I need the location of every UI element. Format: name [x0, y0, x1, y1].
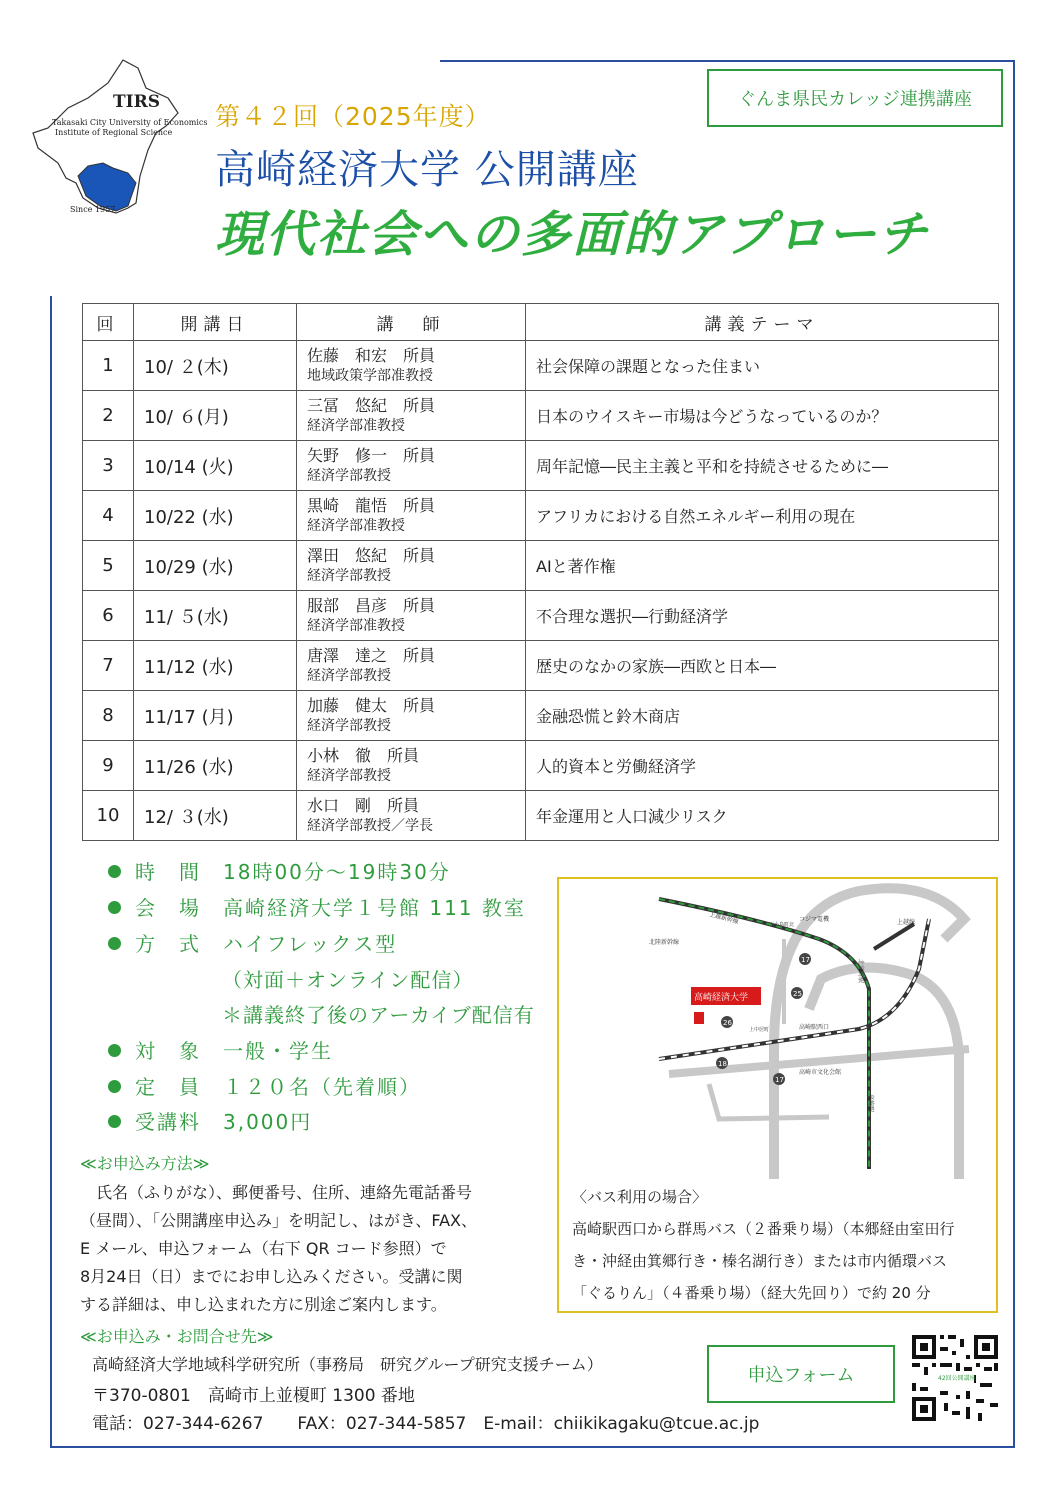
map-route-17a: 17 [801, 956, 810, 964]
row-lecturer [297, 641, 526, 691]
lecture-schedule-table [82, 303, 999, 841]
header-theme: 講義テーマ [526, 304, 999, 341]
row-lecturer [297, 341, 526, 391]
frame-left-line [50, 296, 52, 1448]
bullet-icon [108, 865, 121, 878]
logo-institute-name: Institute of Regional Science [55, 128, 173, 137]
contact-phone-fax-email: 電話：027-344-6267 FAX：027-344-5857 E-mail：chiikikagaku@tcue.ac.jp [92, 1414, 760, 1434]
map-label-hachiman: 上中居町 [749, 1027, 770, 1033]
bus-heading: 〈バス利用の場合〉 [572, 1188, 708, 1206]
info-format-sub2: ＊講義終了後のアーカイブ配信有 [222, 1003, 535, 1027]
row-date: 10/22 (水) [134, 491, 297, 541]
logo-since: Since 1957 [70, 205, 116, 214]
lecturer-name: 小林 徹 所員 [307, 745, 420, 765]
row-date: 10/ ６(月) [134, 391, 297, 441]
lecturer-position: 経済学部教授 [307, 767, 391, 784]
row-theme: 金融恐慌と鈴木商店 [526, 691, 999, 741]
table-row [83, 491, 999, 541]
row-number: 7 [83, 641, 134, 691]
row-number: 5 [83, 541, 134, 591]
college-badge: ぐんま県民カレッジ連携講座 [707, 69, 1003, 127]
bus-line-1: 高崎駅西口から群馬バス（２番乗り場）（本郷経由室田行 [572, 1220, 955, 1238]
qr-code-icon[interactable] [910, 1333, 1000, 1423]
apply-method-line-1: 氏名（ふりがな）、郵便番号、住所、連絡先電話番号 [80, 1183, 473, 1202]
frame-right-line [1013, 60, 1015, 1448]
bullet-icon [108, 937, 121, 950]
table-row [83, 791, 999, 841]
row-date: 11/26 (水) [134, 741, 297, 791]
row-theme: 年金運用と人口減少リスク [526, 791, 999, 841]
info-venue: 会 場 高崎経済大学１号館 111 教室 [108, 892, 526, 921]
lecturer-name: 水口 剛 所員 [307, 795, 420, 815]
lecturer-position: 経済学部教授 [307, 717, 391, 734]
row-date: 10/29 (水) [134, 541, 297, 591]
bullet-icon [108, 1115, 121, 1128]
apply-method-heading: ≪お申込み方法≫ [80, 1154, 210, 1173]
lecturer-name: 三冨 悠紀 所員 [307, 395, 436, 415]
info-format: 方 式 ハイフレックス型 [108, 928, 397, 957]
lecturer-name: 佐藤 和宏 所員 [307, 345, 436, 365]
bus-line-3: 「ぐるりん」（４番乗り場）（経大先回り）で約 20 分 [572, 1284, 931, 1302]
table-row [83, 741, 999, 791]
row-lecturer [297, 441, 526, 491]
map-label-shinkansen: 上越新幹線 [708, 911, 740, 926]
row-theme: 社会保障の課題となった住まい [526, 341, 999, 391]
table-row [83, 391, 999, 441]
row-lecturer [297, 541, 526, 591]
contact-organization: 高崎経済大学地域科学研究所（事務局 研究グループ研究支援チーム） [92, 1355, 603, 1374]
row-theme: 日本のウイスキー市場は今どうなっているのか？ [526, 391, 999, 441]
row-date: 12/ ３(水) [134, 791, 297, 841]
map-label-kitami: 北高崎駅 [857, 959, 864, 984]
header-lecturer: 講 師 [297, 304, 526, 341]
map-label-kitaguchi: 高崎駅西口 [799, 1024, 830, 1031]
edition-label: 第４２回（2025年度） [215, 102, 491, 131]
info-time: 時 間 18時00分～19時30分 [108, 856, 451, 885]
lecturer-name: 矢野 修一 所員 [307, 445, 436, 465]
row-number: 9 [83, 741, 134, 791]
row-date: 10/14 (火) [134, 441, 297, 491]
row-number: 1 [83, 341, 134, 391]
apply-method-line-3: E メール、申込フォーム（右下 QR コード参照）で [80, 1239, 447, 1258]
apply-method-line-5: する詳細は、申し込まれた方に別途ご案内します。 [80, 1295, 447, 1314]
map-route-26: 26 [723, 1019, 732, 1027]
page-subtitle: 現代社会への多面的アプローチ [215, 206, 930, 263]
row-theme: 人的資本と労働経済学 [526, 741, 999, 791]
bus-line-2: き・沖経由箕郷行き・榛名湖行き）または市内循環バス [572, 1252, 948, 1270]
table-row [83, 341, 999, 391]
row-number: 2 [83, 391, 134, 441]
lecturer-position: 経済学部准教授 [307, 517, 405, 534]
bullet-icon [108, 1044, 121, 1057]
row-number: 8 [83, 691, 134, 741]
row-number: 6 [83, 591, 134, 641]
tirs-logo-map [28, 58, 218, 228]
lecturer-name: 加藤 健太 所員 [307, 695, 436, 715]
row-date: 11/ ５(水) [134, 591, 297, 641]
access-map-box [557, 877, 998, 1313]
qr-caption: 42回公開講座 [938, 1375, 976, 1382]
row-date: 11/12 (水) [134, 641, 297, 691]
lecturer-position: 経済学部教授 [307, 667, 391, 684]
frame-top-line [440, 60, 1015, 62]
logo-acronym: TIRS [113, 92, 161, 112]
map-label-takasaki-st: 高崎駅 [867, 1094, 874, 1113]
map-route-17b: 17 [775, 1076, 784, 1084]
row-lecturer [297, 791, 526, 841]
lecturer-name: 唐澤 達之 所員 [307, 645, 436, 665]
row-date: 11/17 (月) [134, 691, 297, 741]
map-route-25: 25 [793, 990, 802, 998]
lecturer-position: 経済学部教授 [307, 567, 391, 584]
lecturer-position: 経済学部准教授 [307, 417, 405, 434]
apply-method-line-2: （昼間）、「公開講座申込み」を明記し、はがき、FAX、 [80, 1211, 478, 1230]
row-number: 4 [83, 491, 134, 541]
lecturer-name: 澤田 悠紀 所員 [307, 545, 436, 565]
map-label-hokuriku: 北陸新幹線 [649, 939, 680, 946]
row-date: 10/ ２(木) [134, 341, 297, 391]
frame-bottom-line [50, 1446, 1015, 1448]
header-date: 開講日 [134, 304, 297, 341]
lecturer-position: 経済学部教授／学長 [307, 817, 433, 834]
table-row [83, 541, 999, 591]
lecturer-position: 地域政策学部准教授 [307, 367, 433, 384]
row-lecturer [297, 741, 526, 791]
info-format-sub1: （対面＋オンライン配信） [222, 968, 474, 992]
info-capacity: 定 員 １２０名（先着順） [108, 1071, 421, 1100]
info-target: 対 象 一般・学生 [108, 1035, 333, 1064]
row-theme: AIと著作権 [526, 541, 999, 591]
table-row [83, 441, 999, 491]
page-title: 高崎経済大学 公開講座 [215, 147, 639, 193]
lecturer-name: 服部 昌彦 所員 [307, 595, 436, 615]
map-label-joetsu: 上越線 [897, 919, 916, 926]
apply-method-line-4: 8月24日（日）までにお申し込みください。受講に関 [80, 1267, 463, 1286]
map-route-18: 18 [718, 1060, 727, 1068]
info-fee: 受講料 3,000円 [108, 1106, 312, 1135]
map-label-oncho: 高崎市文化会館 [799, 1069, 842, 1076]
lecturer-position: 経済学部准教授 [307, 617, 405, 634]
table-header-row [83, 304, 999, 341]
header-no: 回 [83, 304, 134, 341]
map-label-kojima: コジマ電機 [799, 916, 830, 923]
map-label-univ: 高崎経済大学 [694, 993, 749, 1003]
table-row [83, 641, 999, 691]
row-lecturer [297, 391, 526, 441]
contact-address: 〒370-0801 高崎市上並榎町 1300 番地 [92, 1386, 415, 1406]
row-lecturer [297, 591, 526, 641]
row-theme: 不合理な選択―行動経済学 [526, 591, 999, 641]
contact-heading: ≪お申込み・お問合せ先≫ [80, 1327, 274, 1346]
row-lecturer [297, 691, 526, 741]
map-label-shinmei: 下小鳥町北 [769, 922, 795, 928]
lecturer-name: 黒崎 龍悟 所員 [307, 495, 436, 515]
row-lecturer [297, 491, 526, 541]
lecturer-position: 経済学部教授 [307, 467, 391, 484]
row-number: 3 [83, 441, 134, 491]
bullet-icon [108, 901, 121, 914]
table-row [83, 691, 999, 741]
row-theme: 周年記憶―民主主義と平和を持続させるために― [526, 441, 999, 491]
access-map [559, 879, 996, 1179]
table-row [83, 591, 999, 641]
bullet-icon [108, 1080, 121, 1093]
row-theme: 歴史のなかの家族―西欧と日本― [526, 641, 999, 691]
row-number: 10 [83, 791, 134, 841]
row-theme: アフリカにおける自然エネルギー利用の現在 [526, 491, 999, 541]
apply-form-button[interactable]: 申込フォーム [707, 1345, 895, 1403]
logo-university-name: Takasaki City University of Economics [52, 118, 208, 127]
